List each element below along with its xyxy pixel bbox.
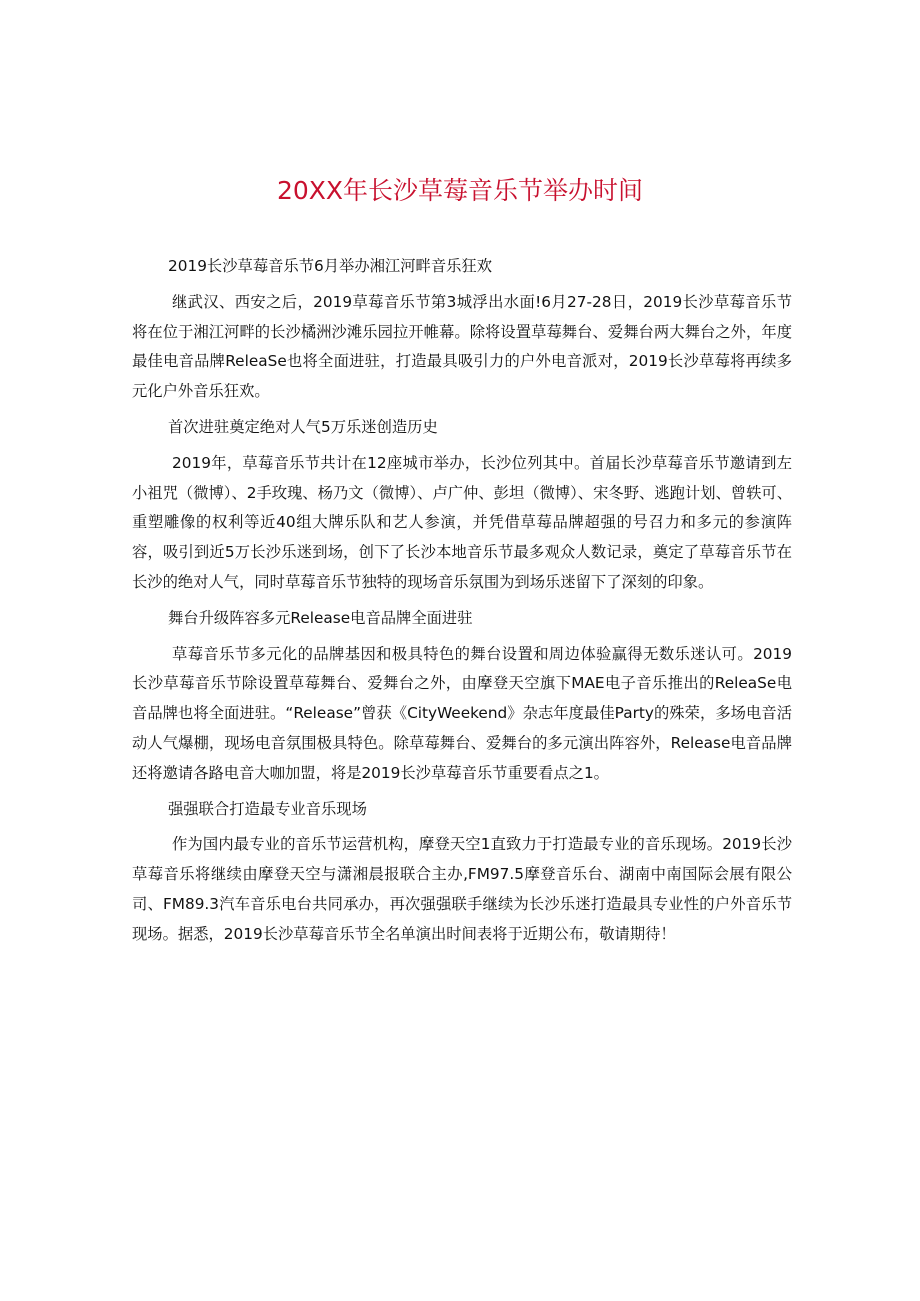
- section-paragraph-3: 草莓音乐节多元化的品牌基因和极具特色的舞台设置和周边体验赢得无数乐迷认可。2019长沙草莓音乐节除设置草莓舞台、爱舞台之外，由摩登天空旗下MAE电子音乐推出的ReleaSe电音品牌也将全面进驻。“Release”曾获《CityWeekend》杂志年度最佳Party的殊荣，多场电音活动人气爆棚，现场电音氛围极具特色。除草莓舞台、爱舞台的多元演出阵容外，Release电音品牌还将邀请各路电音大咖加盟，将是2019长沙草莓音乐节重要看点之1。: [132, 644, 792, 782]
- section-paragraph-1: 继武汉、西安之后，2019草莓音乐节第3城浮出水面!6月27-28日，2019长沙草莓音乐节将在位于湘江河畔的长沙橘洲沙滩乐园拉开帷幕。除将设置草莓舞台、爱舞台两大舞台之外，年度最佳电音品牌ReleaSe也将全面进驻，打造最具吸引力的户外电音派对，2019长沙草莓将再续多元化户外音乐狂欢。: [132, 292, 792, 401]
- section-heading-1: 2019长沙草莓音乐节6月举办湘江河畔音乐狂欢: [168, 257, 493, 275]
- section-paragraph-4: 作为国内最专业的音乐节运营机构，摩登天空1直致力于打造最专业的音乐现场。2019长沙草莓音乐将继续由摩登天空与潇湘晨报联合主办,FM97.5摩登音乐台、湖南中南国际会展有限公司、FM89.3汽车音乐电台共同承办，再次强强联手继续为长沙乐迷打造最具专业性的户外音乐节现场。据悉，2019长沙草莓音乐节全名单演出时间表将于近期公布，敬请期待！: [132, 835, 792, 943]
- section-heading-4: 强强联合打造最专业音乐现场: [168, 799, 367, 818]
- section-paragraph-2: 2019年，草莓音乐节共计在12座城市举办，长沙位列其中。首届长沙草莓音乐节邀请到左小祖咒（微博）、2手玫瑰、杨乃文（微博）、卢广仲、彭坦（微博）、宋冬野、逃跑计划、曾轶可、重塑雕像的权利等近40组大牌乐队和艺人参演，并凭借草莓品牌超强的号召力和多元的参演阵容，吸引到近5万长沙乐迷到场，创下了长沙本地音乐节最多观众人数记录，奠定了草莓音乐节在长沙的绝对人气，同时草莓音乐节独特的现场音乐氛围为到场乐迷留下了深刻的印象。: [132, 453, 792, 591]
- section-heading-2: 首次进驻奠定绝对人气5万乐迷创造历史: [168, 417, 438, 436]
- section-heading-3: 舞台升级阵容多元Release电音品牌全面进驻: [168, 608, 473, 627]
- document-body: [132, 252, 792, 956]
- document-title: 20XX年长沙草莓音乐节举办时间: [276, 176, 644, 205]
